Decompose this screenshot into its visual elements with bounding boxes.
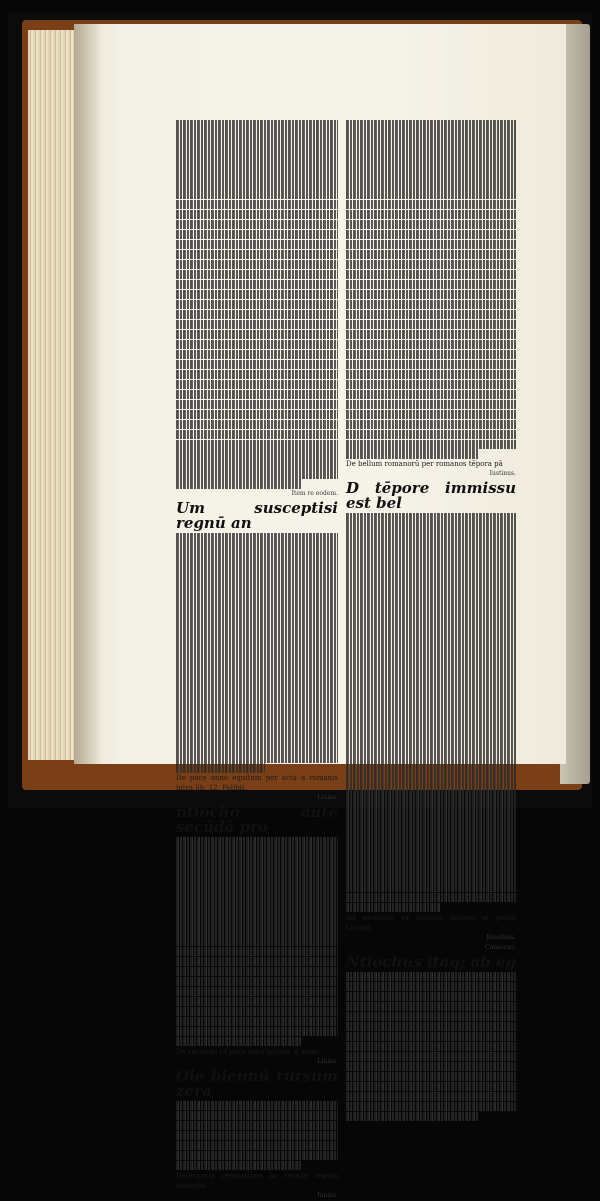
text-block [176, 837, 338, 1046]
section-heading: Um susceptisi regnū an [176, 499, 338, 533]
page-edges [28, 30, 78, 760]
margin-reference: Liuius. [317, 794, 338, 802]
margin-reference: Eusebius. [486, 933, 516, 941]
margin-reference: Iuuius. [317, 1191, 338, 1199]
text-block [346, 972, 516, 1121]
section-heading: Ntiochus itaq; ab eg [346, 952, 517, 971]
left-text-column [176, 120, 338, 1201]
section-heading: D tēpore immissu est bel [346, 479, 516, 513]
section-heading: ntiocho autē secūdā pro [176, 803, 338, 837]
gutter-shadow [74, 24, 102, 764]
caption: De pace anno equitum per acta a romanis intra lib. 12. Polibii. [176, 774, 338, 793]
caption: Ad excelsior ex historia antiqui et polibi Lucani. [346, 913, 516, 932]
text-block [346, 513, 516, 912]
margin-reference: Iustinus. [489, 470, 516, 478]
text-block [346, 120, 516, 459]
margin-reference: Liuius. [317, 1057, 338, 1065]
section-heading: Oie biennū rursum zera [176, 1066, 338, 1100]
right-text-column [346, 120, 516, 1122]
caption: De bellum romanorū per romanos tēpora pā [346, 460, 503, 469]
margin-reference: Item re eodem. [291, 490, 338, 498]
caption: De secunda re pace inscriptionē sī anno. [176, 1047, 321, 1056]
text-block [176, 533, 338, 772]
text-block [176, 120, 338, 489]
text-block [176, 1101, 338, 1171]
margin-reference: Consocus. [485, 943, 516, 951]
caption: Defensoria reputatione ac resiste regum Antiochi. [176, 1171, 338, 1190]
